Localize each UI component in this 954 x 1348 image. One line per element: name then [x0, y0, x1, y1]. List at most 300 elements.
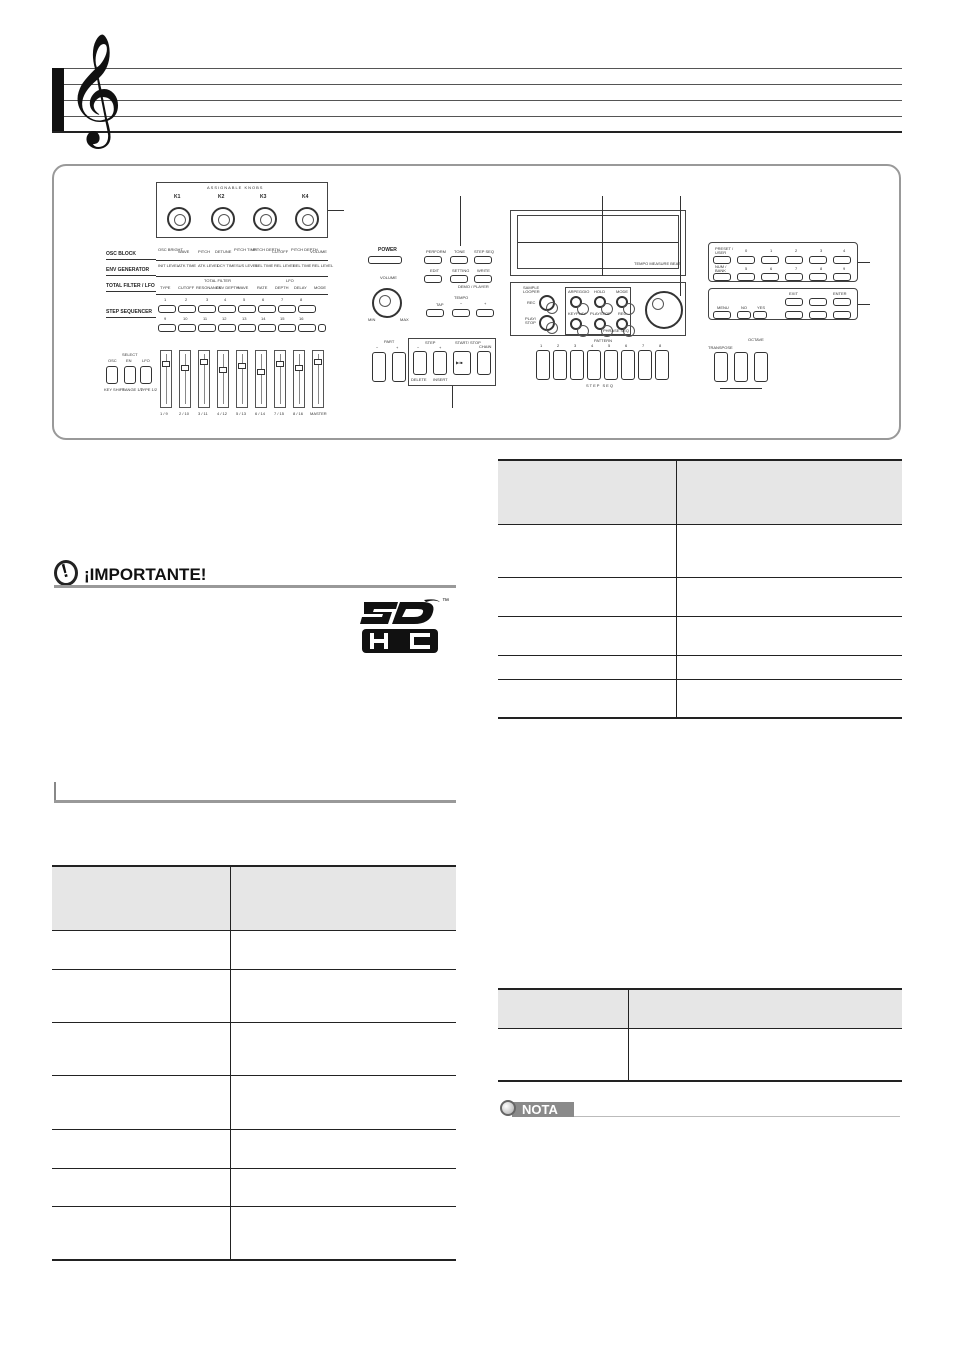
step-button	[158, 324, 176, 332]
table-cell	[52, 1129, 230, 1168]
looper-knob-label: PLAYSTOP	[590, 311, 611, 316]
menu-label: MENU	[717, 305, 729, 310]
slider-label: 8 / 16	[293, 411, 304, 416]
step-button	[198, 305, 216, 313]
param-label: ATK TIME	[178, 263, 197, 268]
transpose-button	[714, 352, 728, 382]
pattern-number: 7	[642, 343, 645, 348]
transport-box	[408, 338, 496, 386]
table-cell	[230, 1129, 456, 1168]
table-cell	[230, 1075, 456, 1129]
slider-label: 6 / 14	[255, 411, 266, 416]
enter-button	[833, 298, 851, 306]
param-label: DELAY	[294, 285, 307, 290]
step-number: 14	[261, 316, 266, 321]
step-button	[238, 305, 256, 313]
table-cell	[230, 1206, 456, 1260]
step-number: 1	[164, 297, 167, 302]
param-label: TYPE	[160, 285, 171, 290]
param-label: REL LEVEL	[274, 263, 296, 268]
important-heading: ¡IMPORTANTE!	[84, 565, 207, 584]
table-row	[498, 679, 902, 718]
lfo-section-label: LFO	[286, 278, 294, 283]
param-label: REL TIME	[255, 263, 274, 268]
table-header-cell	[52, 866, 230, 930]
pattern-pad	[621, 350, 635, 380]
number-button	[833, 256, 851, 264]
row-label-filter: TOTAL FILTER / LFO	[106, 283, 155, 289]
magnifier-icon	[500, 1100, 516, 1116]
section-heading-marker	[54, 782, 56, 802]
part-title: PART	[384, 339, 395, 344]
row-guide	[106, 291, 156, 292]
tempo-plus-label: +	[484, 301, 487, 306]
table-header-cell	[498, 989, 628, 1028]
nota-heading	[500, 1100, 574, 1118]
looper-knob-label: ARPEGGIO	[568, 289, 590, 294]
number-label: 2	[795, 248, 798, 253]
step-number: 6	[262, 297, 265, 302]
knob-k4-icon	[295, 207, 319, 231]
assignable-knobs-box	[156, 182, 328, 238]
row-guide	[106, 259, 156, 260]
table-cell	[230, 969, 456, 1022]
step-title: STEP	[425, 340, 436, 345]
select-button-lfo	[140, 366, 152, 384]
menu-button	[713, 311, 731, 319]
mode-button	[450, 275, 468, 283]
select-title: SELECT	[122, 352, 138, 357]
number-button	[713, 273, 731, 281]
looper-box	[510, 282, 686, 336]
number-label: 0	[745, 248, 748, 253]
knob-label-k2: K2	[218, 194, 225, 200]
table-cell	[498, 524, 676, 577]
hold-knob-icon	[594, 296, 606, 308]
row-divider	[156, 260, 328, 261]
pattern-pad	[604, 350, 618, 380]
pattern-pads	[534, 344, 674, 380]
param-label: WAVE	[178, 249, 190, 254]
transpose-label: TRANSPOSE	[708, 345, 733, 350]
param-label: REL LEVEL	[312, 263, 334, 268]
table-row	[498, 577, 902, 616]
number-label: 3	[820, 248, 823, 253]
slider-master	[312, 350, 324, 408]
volume-max: MAX	[400, 317, 409, 322]
slider	[198, 350, 210, 408]
right-table-top	[498, 459, 902, 719]
slider-label: 4 / 12	[217, 411, 228, 416]
table-cell	[52, 1075, 230, 1129]
pattern-pad	[638, 350, 652, 380]
table-cell	[52, 1168, 230, 1206]
tempo-plus-button	[476, 309, 494, 317]
table-cell	[230, 1168, 456, 1206]
left-table	[52, 865, 456, 1261]
step-number: 13	[242, 316, 247, 321]
pattern-number: 2	[557, 343, 560, 348]
sdhc-logo-icon	[360, 596, 440, 656]
select-button-osc	[106, 366, 118, 384]
step-button	[298, 305, 316, 313]
knob-label-k1: K1	[174, 194, 181, 200]
param-label: PITCH DEPTH	[291, 247, 318, 252]
pattern-number: 1	[540, 343, 543, 348]
treble-clef-icon: 𝄞	[66, 32, 123, 144]
table-cell	[52, 969, 230, 1022]
table-row	[498, 616, 902, 655]
slider	[274, 350, 286, 408]
power-button	[368, 256, 402, 264]
slider	[160, 350, 172, 408]
volume-label: VOLUME	[380, 275, 397, 280]
param-label: DETUNE	[215, 249, 232, 254]
mode-button	[474, 256, 492, 264]
number-label: 1	[770, 248, 773, 253]
callout-line	[460, 196, 461, 246]
tempo-minus-button	[452, 309, 470, 317]
row-guide	[106, 275, 156, 276]
number-button	[761, 273, 779, 281]
number-button	[785, 273, 803, 281]
mode-label: SETTING	[452, 268, 470, 273]
table-cell	[498, 616, 676, 655]
table-row	[52, 930, 456, 969]
table-row	[52, 1168, 456, 1206]
pattern-pad	[655, 350, 669, 380]
table-row	[52, 1075, 456, 1129]
slider	[179, 350, 191, 408]
number-label: 5	[745, 266, 748, 271]
step-button	[318, 324, 326, 332]
step-number: 7	[281, 297, 284, 302]
step-button	[258, 324, 276, 332]
number-label: 9	[843, 266, 846, 271]
filter-section-label: TOTAL FILTER	[204, 278, 231, 283]
number-button	[761, 256, 779, 264]
mode-label: EDIT	[430, 268, 440, 273]
number-label: 8	[820, 266, 823, 271]
pattern-number: 8	[659, 343, 662, 348]
slider-label: 1 / 9	[160, 411, 168, 416]
select-label: LFO	[142, 358, 150, 363]
param-row-3	[156, 284, 328, 294]
knob-label-k3: K3	[260, 194, 267, 200]
step-button	[178, 324, 196, 332]
left-button	[785, 311, 803, 319]
pattern-pad	[570, 350, 584, 380]
row-divider	[156, 276, 328, 277]
table-cell	[230, 1022, 456, 1075]
param-label: PITCH DEPTH	[253, 247, 280, 252]
pattern-title: PATTERN	[594, 338, 613, 343]
step-buttons-block	[156, 296, 328, 336]
param-label: CUTOFF	[178, 285, 195, 290]
looper-knob-label: REC	[618, 311, 627, 316]
menu-buttons-box	[708, 288, 858, 320]
param-label: OSC BRIGHT	[158, 247, 183, 252]
rec-knob-icon	[539, 295, 555, 311]
number-label: 7	[795, 266, 798, 271]
table-row	[498, 524, 902, 577]
nota-rule	[574, 1116, 900, 1117]
param-label: DCY TIME	[217, 263, 236, 268]
slider	[236, 350, 248, 408]
pattern-number: 4	[591, 343, 594, 348]
demo-player-label: DEMO / PLAYER	[458, 284, 489, 289]
arpeggio-knob-icon	[570, 296, 582, 308]
tempo-tap-label: TAP	[436, 302, 444, 307]
table-header-row	[498, 460, 902, 524]
delete-label: DELETE	[411, 377, 427, 382]
yes-button	[753, 311, 767, 319]
param-row-2	[156, 262, 334, 276]
num-bank-label: NUM / BANK	[715, 264, 727, 273]
yes-label: YES	[757, 305, 766, 310]
param-label: WAVE	[237, 285, 249, 290]
step-button	[158, 305, 176, 313]
pattern-pad	[536, 350, 550, 380]
slider-label: 3 / 11	[198, 411, 208, 416]
param-label: PITCH	[198, 249, 210, 254]
slider	[293, 350, 305, 408]
rec-label: REC	[527, 300, 536, 305]
param-row-1	[156, 246, 328, 260]
mode-label: STEP SEQ	[474, 249, 494, 254]
start-stop-label: START/ STOP	[455, 340, 481, 345]
step-number: 5	[243, 297, 246, 302]
important-rule	[54, 585, 456, 588]
select-sub-label: TYPE 1/2	[140, 387, 158, 392]
step-button	[298, 324, 316, 332]
step-number: 15	[280, 316, 285, 321]
lcd-display	[510, 210, 686, 276]
exit-button	[785, 298, 803, 306]
mode-button	[424, 275, 442, 283]
mode-label: PERFORM	[426, 249, 446, 254]
phrase-seq-label: PHRASE SEQ	[603, 328, 630, 333]
knob-k1-icon	[167, 207, 191, 231]
param-label: DEPTH	[275, 285, 289, 290]
param-label: VOLUME	[310, 249, 327, 254]
table-header-cell	[230, 866, 456, 930]
part-plus-button	[392, 352, 406, 382]
table-header-cell	[676, 460, 902, 524]
step-seq-title: STEP SEQ	[586, 383, 614, 388]
step-plus-label: +	[439, 345, 442, 350]
number-button	[737, 256, 755, 264]
knob-label-k4: K4	[302, 194, 309, 200]
lcd-readout: TEMPO MEASURE BEAT	[634, 261, 681, 266]
nota-label: NOTA	[512, 1102, 574, 1117]
knob-k3-icon	[253, 207, 277, 231]
lcd-divider	[518, 242, 678, 243]
param-label: RESONANCE	[196, 285, 222, 290]
row-label-osc: OSC BLOCK	[106, 251, 136, 257]
pattern-number: 3	[574, 343, 577, 348]
table-row	[52, 969, 456, 1022]
row-guide	[106, 317, 156, 318]
number-label: 6	[770, 266, 773, 271]
param-label: REL TIME	[293, 263, 312, 268]
part-minus-label: −	[376, 345, 379, 350]
table-header-row	[52, 866, 456, 930]
select-label: OSC	[108, 358, 117, 363]
insert-label: INSERT	[433, 377, 448, 382]
mode-button	[474, 275, 492, 283]
callout-line	[858, 262, 870, 263]
tempo-minus-label: −	[460, 301, 463, 306]
table-header-cell	[498, 460, 676, 524]
param-label: PITCH TIME	[234, 247, 257, 252]
step-number: 9	[164, 316, 167, 321]
row-divider	[156, 294, 328, 295]
number-button	[809, 256, 827, 264]
row-label-env: ENV GENERATOR	[106, 267, 150, 273]
number-button	[785, 256, 803, 264]
looper-knob-label: HOLD	[594, 289, 606, 294]
number-button	[833, 273, 851, 281]
mode-buttons-box	[422, 244, 496, 284]
select-label: EN	[126, 358, 132, 363]
important-icon	[54, 560, 78, 586]
bracket-line	[720, 388, 762, 389]
param-label: RATE	[257, 285, 268, 290]
header-bar	[52, 68, 64, 131]
slider-label: MASTER	[310, 411, 327, 416]
volume-min: MIN	[368, 317, 376, 322]
select-sub-label: KEY SHIFT	[104, 387, 125, 392]
down-button	[809, 311, 827, 319]
param-label: ENV DEPTH	[216, 285, 239, 290]
slider-label: 5 / 13	[236, 411, 247, 416]
looper-knob-label: KEYPLAY	[568, 311, 586, 316]
section-heading-rule	[54, 800, 456, 803]
pattern-pad	[587, 350, 601, 380]
step-number: 12	[222, 316, 227, 321]
step-button	[178, 305, 196, 313]
table-row	[498, 1028, 902, 1081]
select-button-en	[124, 366, 136, 384]
no-label: NO	[741, 305, 747, 310]
table-cell	[676, 655, 902, 679]
pattern-number: 5	[608, 343, 611, 348]
table-cell	[52, 1206, 230, 1260]
octave-plus-button	[754, 352, 768, 382]
callout-line	[452, 386, 453, 408]
callout-line	[858, 304, 870, 305]
no-button	[737, 311, 751, 319]
right-button	[833, 311, 851, 319]
table-cell	[52, 930, 230, 969]
knobs-title: ASSIGNABLE KNOBS	[207, 185, 264, 190]
param-label: SUS LEVEL	[236, 263, 258, 268]
mode-button	[424, 256, 442, 264]
exit-label: EXIT	[789, 291, 798, 296]
callout-line	[680, 196, 681, 296]
octave-label: OCTAVE	[748, 337, 764, 342]
pattern-number: 6	[625, 343, 628, 348]
callout-line	[328, 210, 344, 211]
part-minus-button	[372, 352, 386, 382]
step-plus-button	[433, 351, 447, 375]
knob-k2-icon	[211, 207, 235, 231]
step-button	[258, 305, 276, 313]
pattern-pad	[553, 350, 567, 380]
mode-button	[450, 256, 468, 264]
table-cell	[498, 577, 676, 616]
lcd-screen	[517, 215, 679, 269]
slider	[255, 350, 267, 408]
step-minus-button	[413, 351, 427, 375]
table-row	[52, 1022, 456, 1075]
keyboard-panel-diagram	[52, 164, 901, 440]
slider	[217, 350, 229, 408]
octave-minus-button	[734, 352, 748, 382]
param-label: MODE	[314, 285, 326, 290]
mode-label: WRITE	[477, 268, 490, 273]
power-label: POWER	[378, 247, 397, 253]
play-stop-icon: ▶/■	[456, 360, 463, 365]
table-cell	[498, 1028, 628, 1081]
step-number: 10	[183, 316, 188, 321]
table-cell	[676, 679, 902, 718]
mode-knob-icon	[616, 296, 628, 308]
step-button	[198, 324, 216, 332]
step-number: 3	[206, 297, 209, 302]
number-button	[737, 273, 755, 281]
mode-label: TONE	[454, 249, 466, 254]
table-cell	[498, 655, 676, 679]
row-label-step: STEP SEQUENCER	[106, 309, 153, 315]
step-minus-label: −	[417, 345, 420, 350]
number-label: 4	[843, 248, 846, 253]
table-cell	[230, 930, 456, 969]
table-row	[52, 1129, 456, 1168]
sample-looper-label: SAMPLE LOOPER	[523, 285, 540, 294]
trademark-symbol: ™	[442, 598, 449, 605]
slider-label: 7 / 15	[274, 411, 285, 416]
keyplay-knob-icon	[570, 318, 582, 330]
step-button	[238, 324, 256, 332]
table-cell	[676, 524, 902, 577]
param-label: ATK LEVEL	[198, 263, 220, 268]
step-button	[218, 305, 236, 313]
number-button	[713, 256, 731, 264]
step-number: 16	[299, 316, 304, 321]
chain-label: CHAIN	[479, 344, 492, 349]
number-buttons-box	[708, 242, 858, 282]
step-number: 8	[300, 297, 303, 302]
looper-knob-label: MODE	[616, 289, 628, 294]
enter-label: ENTER	[833, 291, 847, 296]
chain-button	[477, 351, 491, 375]
select-sub-label: RANGE 1/2	[122, 387, 143, 392]
callout-line	[602, 196, 603, 276]
tempo-title: TEMPO	[454, 295, 469, 300]
tempo-tap-button	[426, 309, 444, 317]
table-cell	[676, 577, 902, 616]
step-number: 4	[224, 297, 227, 302]
number-button	[809, 273, 827, 281]
step-button	[278, 305, 296, 313]
step-button	[278, 324, 296, 332]
step-number: 2	[185, 297, 188, 302]
dial-icon	[645, 291, 683, 329]
table-cell	[498, 679, 676, 718]
table-cell	[628, 1028, 902, 1081]
